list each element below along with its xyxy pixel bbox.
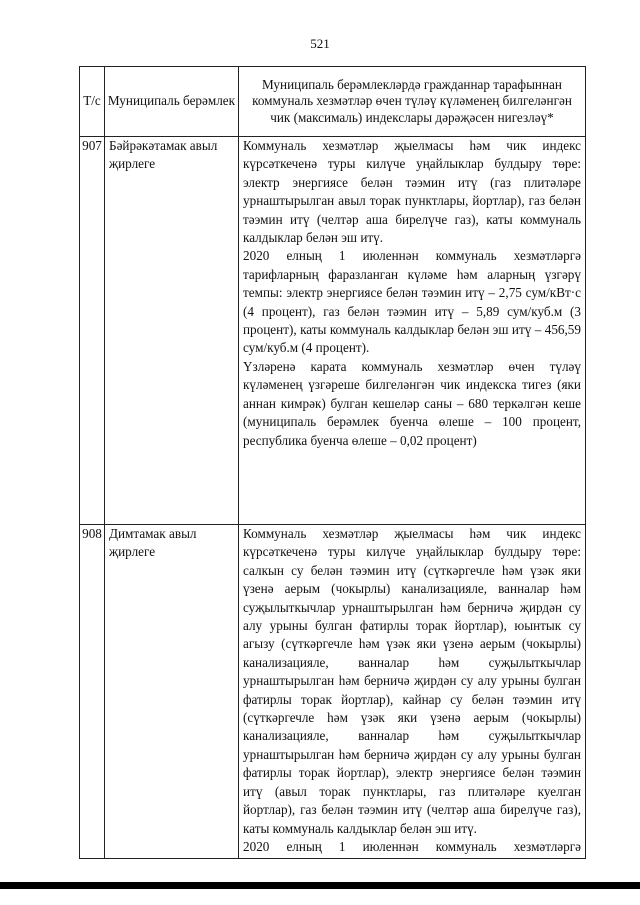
paragraph: 2020 елның 1 июленнән коммуналь хезмәтләргә тарифларның фаразланган күләме һәм аларның үзгәрү темпы: электр энергиясе белән тәэмин итү – 2,75 сум/кВт·с (4 процент), газ белән тәэмин итү – 5,89 сум/куб.м (3 процент), каты коммуналь калдыклар белән эш итү – 456,59 сум/куб.м (4 процент). [243,248,581,356]
paragraph: Коммуналь хезмәтләр җыелмасы һәм чик индекс күрсәткеченә туры килүче уңайлыклар булдыру төре: электр энергиясе белән тәэмин итү (газ плитәләре урнаштырылган авыл торак пунктлары, йортлар), газ белән тәэмин итү (челтәр аша бирелүче газ), каты коммуналь калдыклар белән эш итү. [243,138,581,246]
justification-cell [239,137,586,525]
justification-cell [239,525,586,859]
row-number: 907 [80,137,105,525]
header-number: Т/с [80,67,105,137]
table-header-row [80,67,586,137]
municipality-name: Димтамак авыл җирлеге [105,525,239,859]
page-bottom-edge [0,882,640,889]
table-row [80,137,586,525]
paragraph: Үзләренә карата коммуналь хезмәтләр өчен түләү күләменең үзгәреше билгеләнгән чик индекска тигез (яки аннан кимрәк) булган кешеләр саны – 680 теркәлгән кеше (муниципаль берәмлек буенча өлеше – 100 процент, республика буенча өлеше – 0,02 процент) [243,358,581,448]
municipality-name: Бәйрәкәтамак авыл җирлеге [105,137,239,525]
table-row [80,525,586,859]
tariff-index-table [79,66,586,859]
paragraph: 2020 елның 1 июленнән коммуналь хезмәтләргә [243,838,581,854]
row-number: 908 [80,525,105,859]
paragraph: Коммуналь хезмәтләр җыелмасы һәм чик индекс күрсәткеченә туры килүче уңайлыклар булдыру төре: салкын су белән тәэмин итү (сүткәргечле һәм үзәк яки үзенә аерым (чокырлы) канализацияле, ванналар һәм суҗылыткычлар урнаштырылган һәм берничә җирдән су алу урыны булган фатирлы торак йортлар), юынтык су агызу (сүткәргечле һәм үзәк яки үзенә аерым (чокырлы) канализацияле, ванналар һәм суҗылыткычлар урнаштырылган һәм берничә җирдән су алу урыны булган фатирлы торак йортлар), кайнар су белән тәэмин итү (сүткәргечле һәм үзәк яки үзенә аерым (чокырлы) канализацияле, ванналар һәм суҗылыткычлар урнаштырылган һәм берничә җирдән су алу урыны булган фатирлы торак йортлар), электр энергиясе белән тәэмин итү (авыл торак пунктлары, газ плитәләре куелган йортлар), газ белән тәэмин итү (челтәр аша бирелүче газ), каты коммуналь калдыклар белән эш итү. [243,526,581,836]
header-municipality: Муниципаль берәмлек [105,67,239,137]
header-justification: Муниципаль берәмлекләрдә гражданнар тарафыннан коммуналь хезмәтләр өчен түләү күләменең билгеләнгән чик (максималь) индекслары дәрәҗәсен нигезләү* [239,67,586,137]
page-number: 521 [310,36,330,51]
